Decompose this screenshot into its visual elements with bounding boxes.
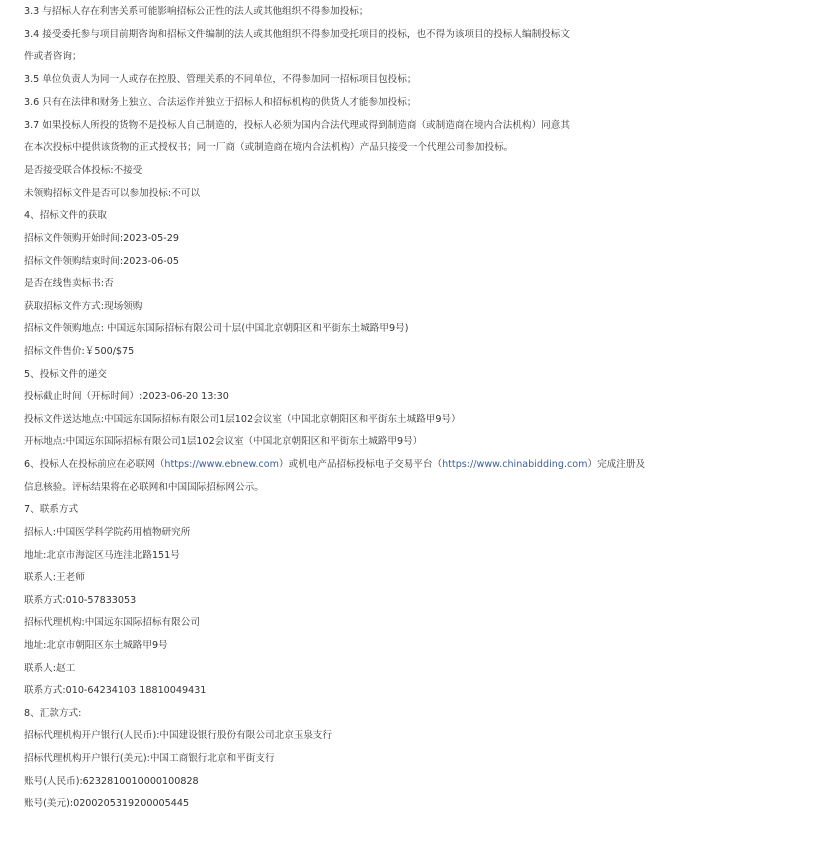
bid-opening-location: 开标地点:中国远东国际招标有限公司1层102会议室（中国北京朝阳区和平街东土城路甲9号）	[24, 436, 423, 447]
joint-bid-info: 是否接受联合体投标:不接受	[24, 165, 143, 176]
clause-3-4: 3.4 接受委托参与项目前期咨询和招标文件编制的法人或其他组织不得参加受托项目的投标，也不得为该项目的投标人编制投标文	[24, 29, 570, 40]
tenderer-name: 招标人:中国医学科学院药用植物研究所	[24, 527, 191, 538]
purchase-method: 获取招标文件方式:现场领购	[24, 301, 143, 312]
online-sale-info: 是否在线售卖标书:否	[24, 278, 114, 289]
agency-contact: 联系人:赵工	[24, 663, 76, 674]
section-6-middle: ）或机电产品招标投标电子交易平台（	[279, 459, 443, 470]
purchase-location: 招标文件领购地点: 中国远东国际招标有限公司十层(中国北京朝阳区和平街东土城路甲9号)	[24, 323, 409, 334]
clause-3-7: 3.7 如果投标人所投的货物不是投标人自己制造的，投标人必须为国内合法代理或得到制造商（或制造商在境内合法机构）同意其	[24, 120, 570, 131]
agency-phone: 联系方式:010-64234103 18810049431	[24, 685, 207, 696]
account-usd: 账号(美元):0200205319200005445	[24, 798, 190, 809]
account-rmb: 账号(人民币):6232810010000100828	[24, 776, 199, 787]
tenderer-contact: 联系人:王老师	[24, 572, 85, 583]
section-6-cont: 信息核验。评标结果将在必联网和中国国际招标网公示。	[24, 482, 264, 493]
unpurchased-bid-info: 未领购招标文件是否可以参加投标:不可以	[24, 188, 200, 199]
section-4-heading: 4、招标文件的获取	[24, 210, 107, 221]
section-6-prefix: 6、投标人在投标前应在必联网（	[24, 459, 165, 470]
section-7-heading: 7、联系方式	[24, 504, 79, 515]
clause-3-5: 3.5 单位负责人为同一人或存在控股、管理关系的不同单位，不得参加同一招标项目包投标；	[24, 74, 417, 85]
bank-usd: 招标代理机构开户银行(美元):中国工商银行北京和平街支行	[24, 753, 275, 764]
clause-3-4-cont: 件或者咨询；	[24, 51, 82, 62]
tenderer-phone: 联系方式:010-57833053	[24, 595, 137, 606]
purchase-start-time: 招标文件领购开始时间:2023-05-29	[24, 233, 179, 244]
document-price: 招标文件售价:￥500/$75	[24, 346, 135, 357]
chinabidding-link[interactable]: https://www.chinabidding.com	[442, 459, 588, 470]
section-5-heading: 5、投标文件的递交	[24, 369, 107, 380]
purchase-end-time: 招标文件领购结束时间:2023-06-05	[24, 256, 179, 267]
clause-3-3: 3.3 与招标人存在利害关系可能影响招标公正性的法人或其他组织不得参加投标；	[24, 6, 369, 17]
clause-3-6: 3.6 只有在法律和财务上独立、合法运作并独立于招标人和招标机构的供货人才能参加投标；	[24, 97, 417, 108]
bid-delivery-location: 投标文件送达地点:中国远东国际招标有限公司1层102会议室（中国北京朝阳区和平街东土城路甲9号）	[24, 414, 461, 425]
tenderer-address: 地址:北京市海淀区马连洼北路151号	[24, 550, 180, 561]
bank-rmb: 招标代理机构开户银行(人民币):中国建设银行股份有限公司北京玉泉支行	[24, 730, 333, 741]
clause-3-7-cont: 在本次投标中提供该货物的正式授权书；同一厂商（或制造商在境内合法机构）产品只接受一个代理公司参加投标。	[24, 142, 514, 153]
bid-deadline: 投标截止时间（开标时间）:2023-06-20 13:30	[24, 391, 229, 402]
section-8-heading: 8、汇款方式:	[24, 708, 82, 719]
section-6-suffix: ）完成注册及	[587, 459, 646, 470]
agency-address: 地址:北京市朝阳区东土城路甲9号	[24, 640, 168, 651]
agency-name: 招标代理机构:中国远东国际招标有限公司	[24, 617, 200, 628]
ebnew-link[interactable]: https://www.ebnew.com	[164, 459, 279, 470]
section-6-text	[24, 458, 645, 472]
